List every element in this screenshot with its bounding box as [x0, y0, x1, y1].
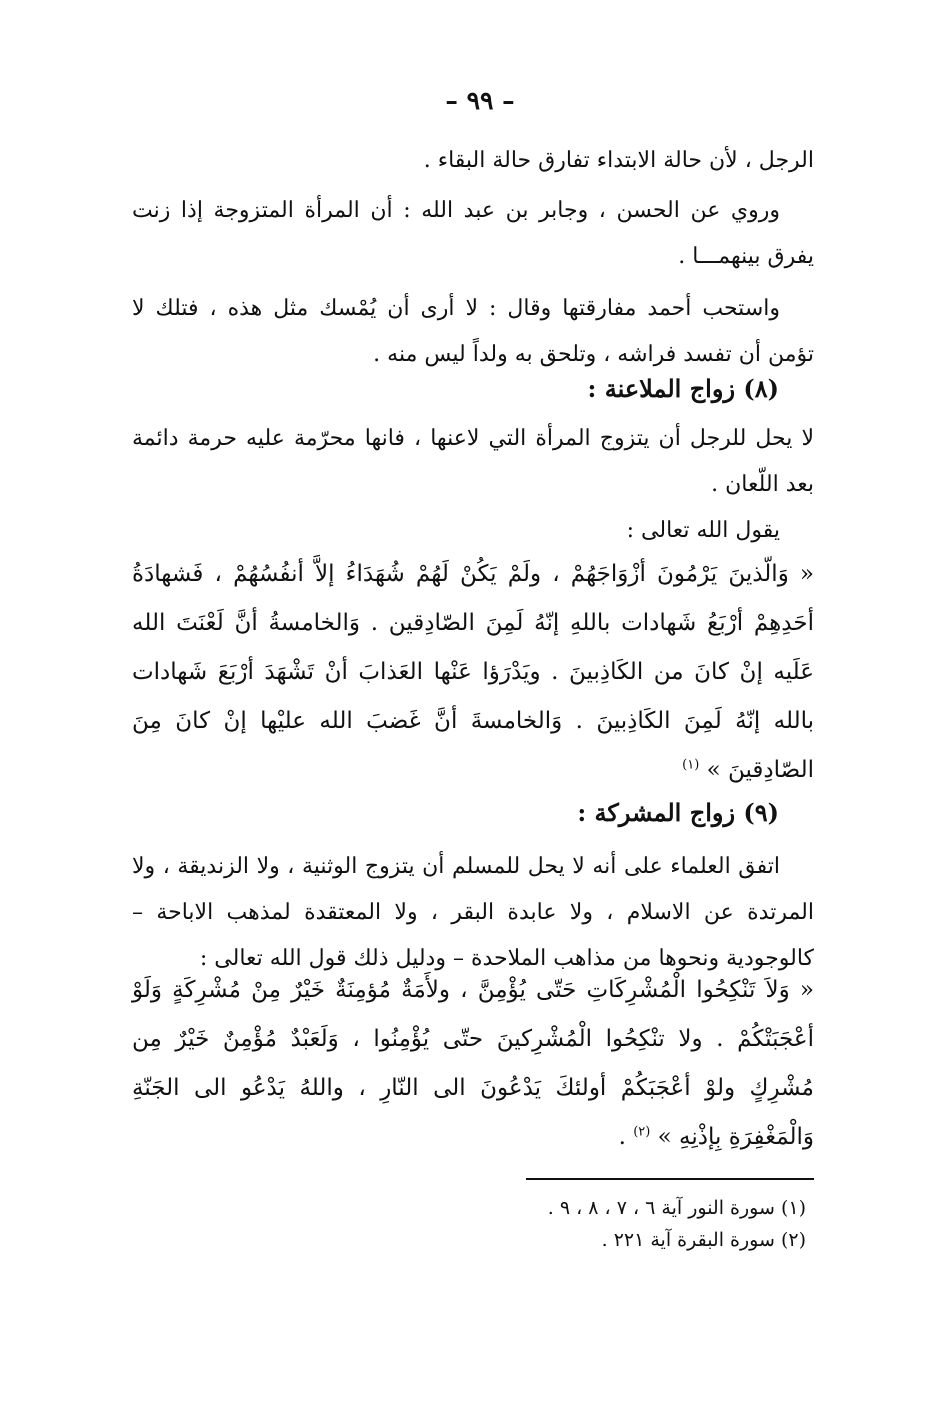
paragraph-hasan-jabir: وروي عن الحسن ، وجابر بن عبد الله : أن المرأة المتزوجة إذا زنت يفرق بينهمـــا . — [132, 198, 814, 269]
footnote-2: (٢) سورة البقرة آية ٢٢١ . — [601, 1229, 806, 1251]
section-9-body — [132, 844, 814, 982]
verse-baqara-text: « وَلاَ تَنْكِحُوا الْمُشْرِكَاتِ حَتّى يُؤْمِنَّ ، ولأَمَةٌ مُؤمِنَةٌ خَيْرٌ مِنْ مُشْرِكَةٍ وَلَوْ أعْجَبَتْكُمْ . ولا تنْكِحُوا الْمُشْرِكينَ حتّى يُؤْمِنُوا ، وَلَعَبْدٌ مُؤْمِنٌ خَيْرٌ مِن مُشْرِكٍ ولوْ أعْجَبَكُمْ أولئكَ يَدْعُونَ الى النّارِ ، واللهُ يَدْعُو الى الجَنّةِ وَالْمَغْفِرَةِ بِإذْنِهِ » — [132, 977, 814, 1150]
section-heading-8: (٨) زواج الملاعنة : — [587, 374, 779, 403]
footnote-divider — [526, 1178, 814, 1180]
paragraph-ahmad-opinion: واستحب أحمد مفارقتها وقال : لا أرى أن يُمْسك مثل هذه ، فتلك لا تؤمن أن تفسد فراشه ، وتلحق به ولداً ليس منه . — [132, 296, 814, 367]
page-number: – ٩٩ – — [445, 86, 515, 115]
verse-nur-text: « وَالّذينَ يَرْمُونَ أزْوَاجَهُمْ ، ولَمْ يَكُنْ لَهُمْ شُهَدَاءُ إلاَّ أنفُسُهُمْ ، فَشهادَةُ أحَدِهِمْ أرْبَعُ شَهادات باللهِ إنّهُ لَمِنَ الصّادِقين . وَالخامسةُ أنَّ لَعْنَتَ الله عَلَيه إنْ كانَ من الكَاذِبينَ . ويَدْرَؤا عَنْها العَذابَ أنْ تَشْهَدَ أرْبَعَ شَهادات بالله إنّهُ لَمِنَ الكَاذِبينَ . وَالخامسةَ أنَّ غَضبَ الله عليْها إنْ كانَ مِنَ الصّادِقينَ » — [132, 561, 814, 783]
paragraph-continuation: الرجل ، لأن حالة الابتداء تفارق حالة البقاء . — [423, 148, 814, 173]
opening-paragraphs — [132, 138, 814, 378]
section-8-body — [132, 416, 814, 554]
verse-baqara-end: . — [618, 1124, 626, 1150]
footnotes — [206, 1192, 806, 1256]
quran-verse-nur — [132, 550, 814, 795]
paragraph-mushrika-ruling: اتفق العلماء على أنه لا يحل للمسلم أن يتزوج الوثنية ، ولا الزنديقة ، ولا المرتدة عن الاسلام ، ولا عابدة البقر ، ولا المعتقدة لمذهب الاباحة – كالوجودية ونحوها من مذاهب الملاحدة – ودليل ذلك قول الله تعالى : — [132, 854, 814, 971]
footnote-ref-2: (٢) — [633, 1124, 651, 1140]
paragraph-quran-intro: يقول الله تعالى : — [626, 518, 780, 543]
section-heading-9: (٩) زواج المشركة : — [577, 798, 779, 827]
paragraph-mulaana-ruling: لا يحل للرجل أن يتزوج المرأة التي لاعنها ، فانها محرّمة عليه حرمة دائمة بعد اللّعان . — [132, 426, 814, 497]
footnote-ref-1: (١) — [682, 757, 700, 773]
quran-verse-baqara — [132, 966, 814, 1162]
footnote-1: (١) سورة النور آية ٦ ، ٧ ، ٨ ، ٩ . — [547, 1197, 806, 1219]
